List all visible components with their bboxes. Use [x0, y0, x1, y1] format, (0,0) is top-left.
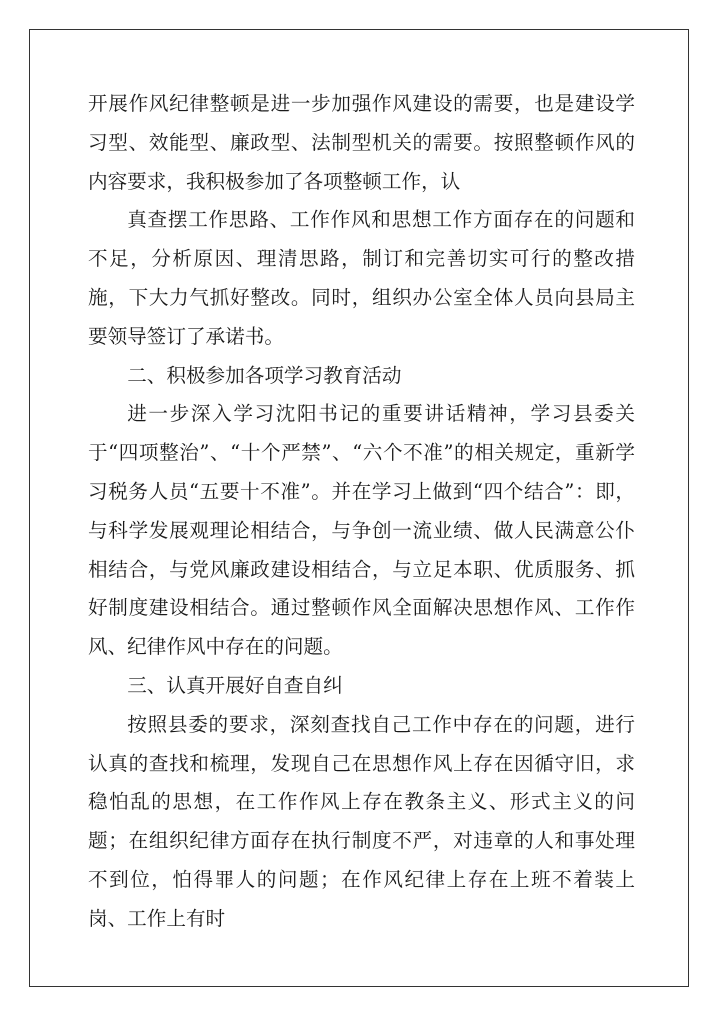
- section-heading-self-inspection: 三、认真开展好自查自纠: [127, 673, 343, 697]
- section-heading-study: 二、积极参加各项学习教育活动: [127, 363, 402, 387]
- paragraph-study: 进一步深入学习沈阳书记的重要讲话精神，学习县委关于“四项整治”、“十个严禁”、“六个不准”的相关规定，重新学习税务人员“五要十不准”。并在学习上做到“四个结合”：即，与科学发展观理论相结合，与争创一流业绩、做人民满意公仆相结合，与党风廉政建设相结合，与立足本职、优质服务、抓好制度建设相结合。通过整顿作风全面解决思想作风、工作作风、纪律作风中存在的问题。: [88, 402, 635, 659]
- paragraph-intro: 开展作风纪律整顿是进一步加强作风建设的需要，也是建设学习型、效能型、廉政型、法制型机关的需要。按照整顿作风的内容要求，我积极参加了各项整顿工作，认: [88, 92, 635, 193]
- paragraph-self-inspection: 按照县委的要求，深刻查找自己工作中存在的问题，进行认真的查找和梳理，发现自己在思想作风上存在因循守旧，求稳怕乱的思想，在工作作风上存在教条主义、形式主义的问题；在组织纪律方面存在执行制度不严，对违章的人和事处理不到位，怕得罪人的问题；在作风纪律上存在上班不着装上岗、工作上有时: [88, 712, 635, 930]
- document-body: [88, 85, 635, 939]
- paragraph-rectification: 真查摆工作思路、工作作风和思想工作方面存在的问题和不足，分析原因、理清思路，制订和完善切实可行的整改措施，下大力气抓好整改。同时，组织办公室全体人员向县局主要领导签订了承诺书。: [88, 208, 635, 348]
